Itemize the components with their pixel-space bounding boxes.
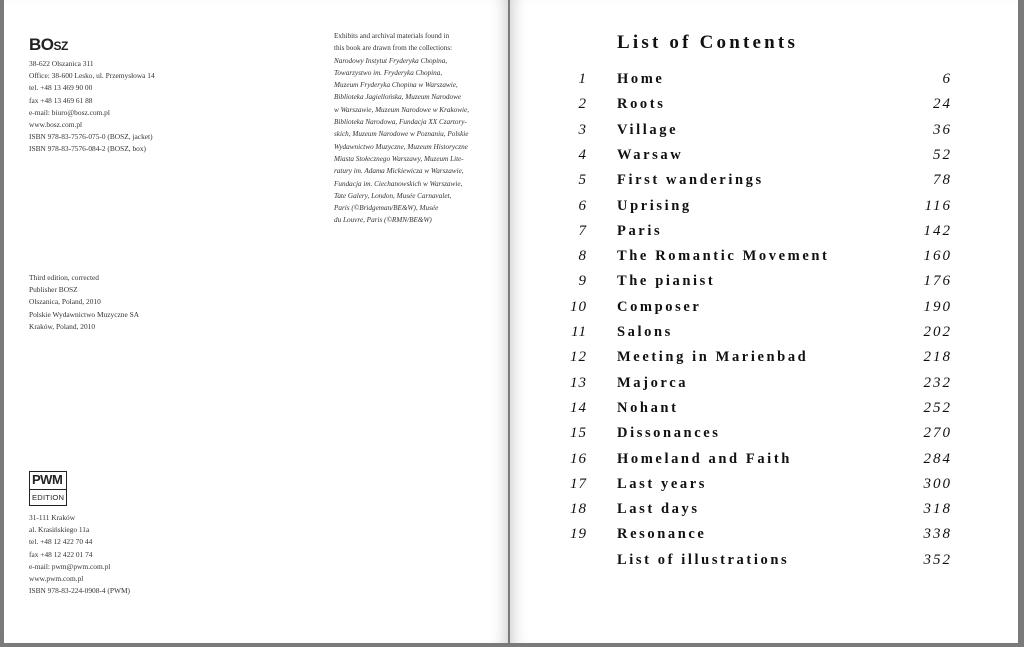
- toc-chapter-title: Nohant: [617, 399, 679, 416]
- toc-chapter-title: Village: [617, 121, 679, 138]
- toc-page-number: 142: [923, 222, 952, 239]
- publisher-info-line: tel. +48 13 469 90 00: [29, 83, 93, 93]
- toc-page-number: 252: [923, 399, 952, 416]
- toc-chapter-title: The pianist: [617, 273, 716, 290]
- toc-chapter-number: 11: [571, 324, 587, 340]
- archival-line: Wydawnictwo Muzyczne, Muzeum Historyczne: [334, 142, 468, 151]
- toc-page-number: 300: [923, 475, 952, 492]
- toc-entry: [520, 273, 960, 295]
- toc-chapter-number: 9: [578, 273, 587, 290]
- pwm-info-line: e-mail: pwm@pwm.com.pl: [29, 561, 111, 571]
- toc-page-number: 6: [942, 71, 952, 87]
- archival-line: du Louvre, Paris (©RMN/BE&W): [334, 216, 432, 225]
- toc-page-number: 284: [923, 450, 952, 467]
- toc-page-number: 24: [933, 96, 952, 113]
- toc-chapter-title: Uprising: [617, 197, 692, 214]
- toc-entry: [520, 248, 960, 270]
- pwm-info: [29, 512, 130, 597]
- toc-chapter-title: Composer: [617, 298, 702, 315]
- toc-page-number: 36: [933, 121, 952, 138]
- publisher-info-line: ISBN 978-83-7576-075-0 (BOSZ, jacket): [29, 132, 153, 142]
- toc-chapter-number: 19: [570, 526, 587, 543]
- toc-page-number: 176: [923, 273, 952, 290]
- toc-page-number: 218: [923, 349, 952, 366]
- toc-chapter-number: 6: [578, 197, 587, 214]
- toc-chapter-title: Resonance: [617, 526, 707, 543]
- archival-line: this book are drawn from the collections:: [334, 44, 453, 53]
- toc-entry: [520, 552, 960, 574]
- pwm-info-line: al. Krasińskiego 11a: [29, 525, 90, 535]
- edition-info-line: Kraków, Poland, 2010: [29, 321, 96, 331]
- toc-chapter-number: 12: [570, 349, 587, 366]
- archival-line: w Warszawie, Muzeum Narodowe w Krakowie,: [334, 105, 470, 114]
- toc-chapter-title: Paris: [617, 222, 663, 239]
- toc-page-number: 52: [933, 146, 952, 163]
- toc-entry: [520, 172, 960, 194]
- archival-line: Towarzystwo im. Fryderyka Chopina,: [334, 68, 443, 77]
- toc-chapter-number: 8: [578, 248, 587, 265]
- toc-chapter-title: Home: [617, 71, 665, 87]
- toc-chapter-title: Roots: [617, 96, 666, 113]
- archival-line: Paris (©Bridgeman/BE&W), Musée: [334, 204, 439, 213]
- toc-chapter-title: The Romantic Movement: [617, 248, 830, 265]
- toc-chapter-title: First wanderings: [617, 172, 764, 189]
- pwm-info-line: www.pwm.com.pl: [29, 574, 84, 584]
- toc-chapter-title: Warsaw: [617, 146, 684, 163]
- archival-line: Biblioteka Narodowa, Fundacja XX Czartory-: [334, 118, 467, 127]
- toc-chapter-title: List of illustrations: [617, 551, 790, 568]
- publisher-info: [29, 58, 155, 156]
- archival-line: Biblioteka Jagiellońska, Muzeum Narodowe: [334, 93, 462, 102]
- archival-line: Exhibits and archival materials found in: [334, 32, 450, 40]
- toc-chapter-number: 1: [578, 71, 587, 87]
- toc-page-number: 116: [924, 197, 952, 214]
- toc-chapter-number: 17: [570, 475, 587, 492]
- archival-line: Narodowy Instytut Fryderyka Chopina,: [334, 56, 448, 65]
- edition-info-line: Publisher BOSZ: [29, 285, 78, 295]
- toc-chapter-number: 16: [570, 450, 587, 467]
- toc-chapter-number: 14: [570, 399, 587, 416]
- toc-chapter-number: 13: [570, 374, 587, 391]
- toc-entry: [520, 71, 960, 93]
- toc-entry: [520, 122, 960, 144]
- toc-page-number: 318: [923, 501, 952, 518]
- toc-page-number: 352: [923, 551, 952, 568]
- toc-entry: [520, 147, 960, 169]
- archival-line: Fundacja im. Ciechanowskich w Warszawie,: [334, 179, 463, 188]
- edition-info-line: Polskie Wydawnictwo Muzyczne SA: [29, 309, 140, 319]
- toc-chapter-title: Salons: [617, 324, 673, 340]
- archival-line: Muzeum Fryderyka Chopina w Warszawie,: [334, 81, 458, 90]
- archival-line: Tate Galery, London, Musée Carnavalet,: [334, 191, 452, 200]
- toc-chapter-number: 10: [570, 298, 587, 315]
- toc-entry: [520, 375, 960, 397]
- toc-chapter-number: 3: [578, 121, 587, 138]
- toc-entry: [520, 198, 960, 220]
- toc-entry: [520, 400, 960, 422]
- toc-page-number: 202: [923, 324, 952, 340]
- archival-line: ratury im. Adama Mickiewicza w Warszawie,: [334, 167, 464, 176]
- toc-chapter-title: Last years: [617, 475, 708, 492]
- toc-entry: [520, 96, 960, 118]
- pwm-info-line: fax +48 12 422 01 74: [29, 549, 93, 559]
- archival-credits: [334, 30, 494, 227]
- toc-chapter-title: Dissonances: [617, 425, 721, 442]
- toc-entry: [520, 526, 960, 548]
- toc-entry: [520, 349, 960, 371]
- toc-entry: [520, 451, 960, 473]
- edition-info: [29, 272, 139, 333]
- pwm-edition-logo: PWM EDITION: [29, 471, 67, 506]
- toc-entry: [520, 501, 960, 523]
- pwm-info-line: ISBN 978-83-224-0908-4 (PWM): [29, 586, 130, 596]
- toc-entry: [520, 425, 960, 447]
- toc-page-number: 160: [923, 248, 952, 265]
- toc-entry: [520, 223, 960, 245]
- toc-entry: [520, 324, 960, 346]
- publisher-info-line: Office: 38-600 Lesko, ul. Przemysłowa 14: [29, 71, 155, 81]
- publisher-info-line: ISBN 978-83-7576-084-2 (BOSZ, box): [29, 144, 147, 154]
- toc-chapter-number: 15: [570, 425, 587, 442]
- page-title: List of Contents: [617, 32, 799, 53]
- publisher-info-line: 38-622 Olszanica 311: [29, 59, 94, 68]
- toc-page-number: 270: [923, 425, 952, 442]
- pwm-info-line: tel. +48 12 422 70 44: [29, 537, 93, 547]
- toc-chapter-number: 2: [578, 96, 587, 113]
- edition-info-line: Olszanica, Poland, 2010: [29, 297, 101, 307]
- publisher-info-line: fax +48 13 469 61 88: [29, 95, 93, 105]
- toc-entry: [520, 299, 960, 321]
- toc-page-number: 78: [933, 172, 952, 189]
- toc-page-number: 338: [923, 526, 952, 543]
- toc-entry: [520, 476, 960, 498]
- archival-line: skich, Muzeum Narodowe w Poznaniu, Polskie: [334, 130, 469, 139]
- toc-page-number: 232: [923, 374, 952, 391]
- toc-chapter-number: 18: [570, 501, 587, 518]
- edition-info-line: Third edition, corrected: [29, 273, 99, 282]
- toc-chapter-number: 4: [578, 146, 587, 163]
- pwm-info-line: 31-111 Kraków: [29, 513, 76, 522]
- publisher-info-line: www.bosz.com.pl: [29, 120, 83, 130]
- toc-chapter-number: 5: [578, 172, 587, 189]
- archival-line: Miasta Stołecznego Warszawy, Muzeum Lite-: [334, 154, 464, 163]
- toc-page-number: 190: [923, 298, 952, 315]
- toc-chapter-title: Homeland and Faith: [617, 450, 792, 467]
- bosz-logo: BOSZ: [29, 35, 68, 54]
- toc-chapter-title: Last days: [617, 501, 700, 518]
- toc-chapter-title: Meeting in Marienbad: [617, 349, 809, 366]
- publisher-info-line: e-mail: biuro@bosz.com.pl: [29, 107, 110, 117]
- toc-chapter-title: Majorca: [617, 374, 689, 391]
- toc-chapter-number: 7: [578, 222, 587, 239]
